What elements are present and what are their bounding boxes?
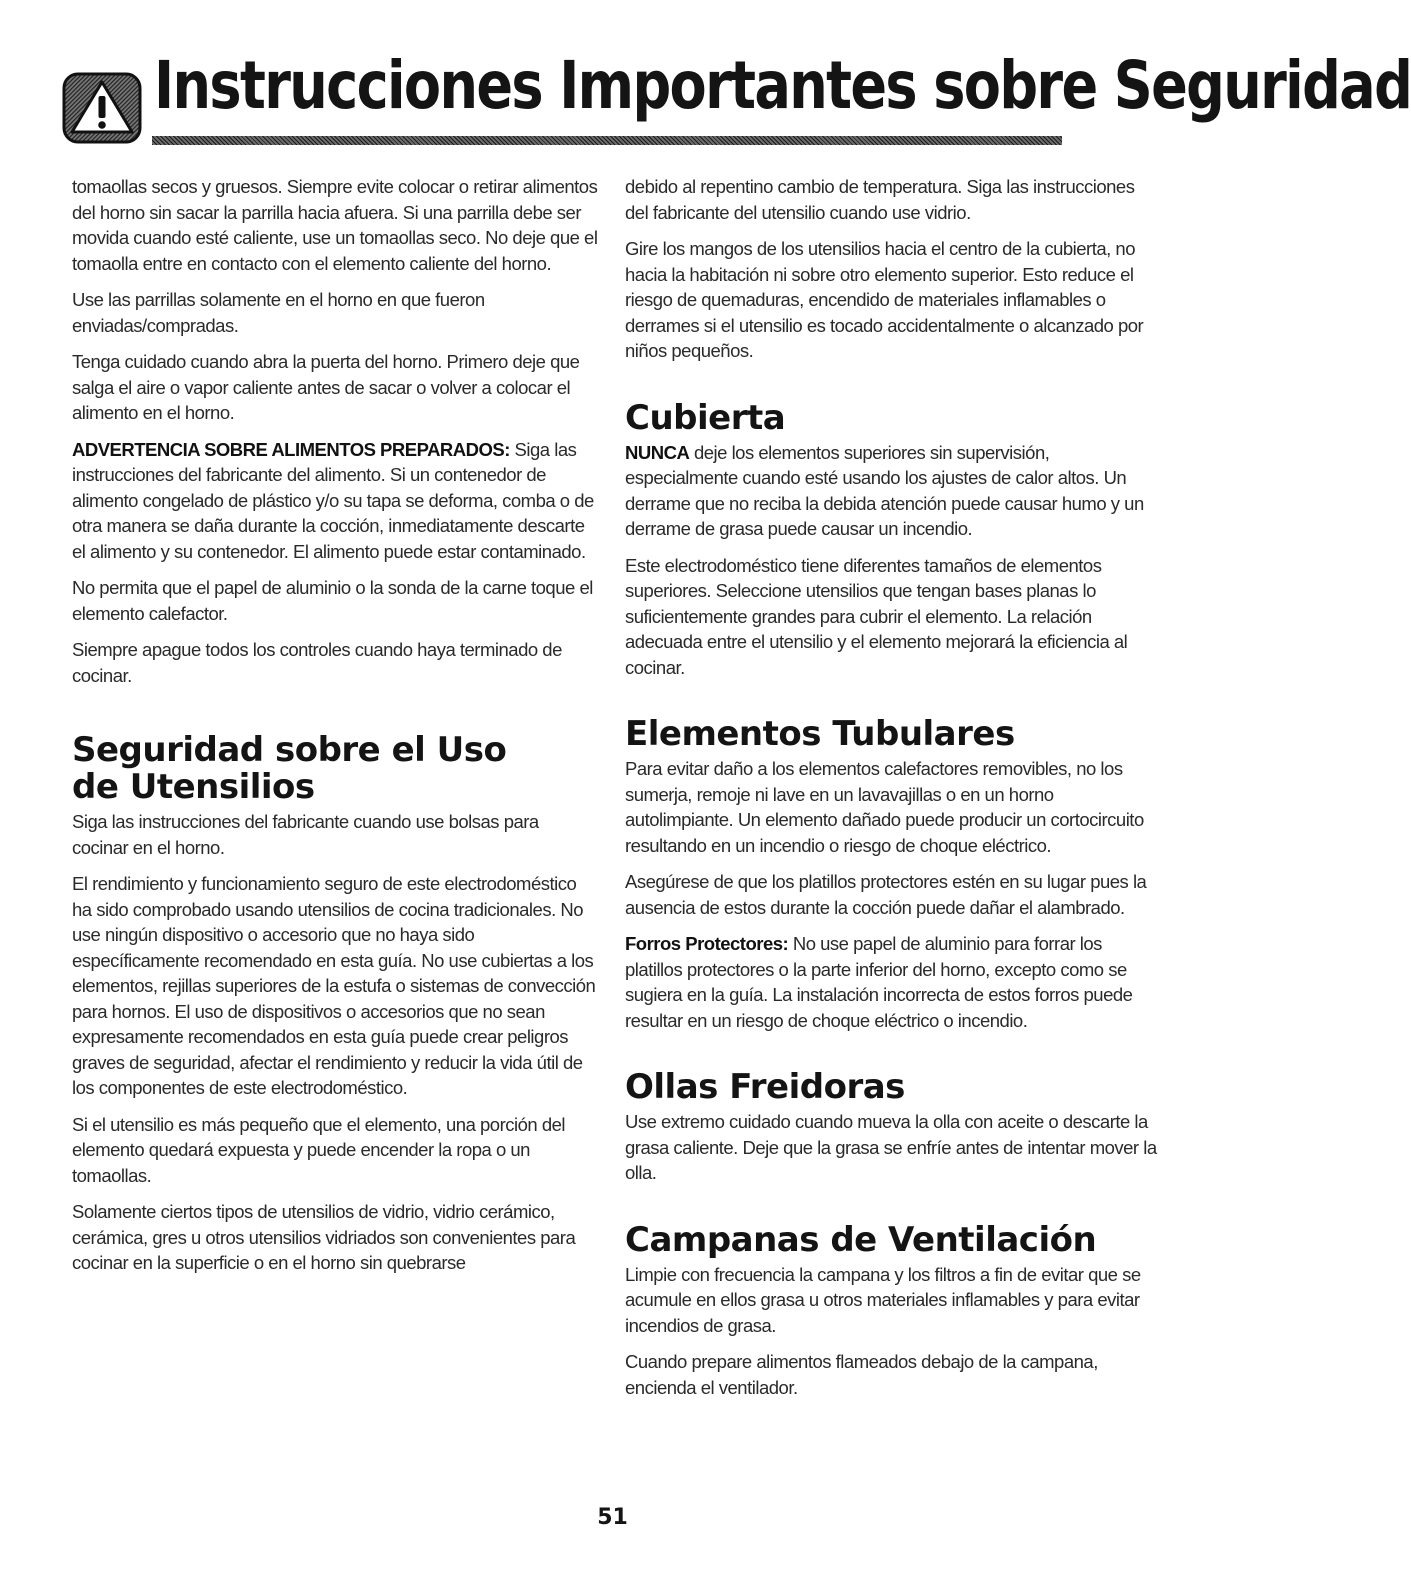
- paragraph-text: No use papel de aluminio para forrar los platillos protectores o la parte inferior del horno, excepto como se sugiera en la guía. La instalación incorrecta de estos forros puede resultar en un riesgo de choque eléctrico o incendio.: [625, 933, 1133, 1031]
- left-column: [72, 174, 598, 1287]
- paragraph-text: deje los elementos superiores sin supervisión, especialmente cuando esté usando los ajustes de calor altos. Un derrame que no reciba la debida atención puede causar humo y un derrame de grasa puede causar un incendio.: [625, 441, 1144, 539]
- warning-icon: [62, 72, 142, 144]
- paragraph: [625, 931, 1157, 1033]
- paragraph: Siga las instrucciones del fabricante cuando use bolsas para cocinar en el horno.: [72, 811, 539, 858]
- section-heading-ollas: Ollas Freidoras: [625, 1067, 905, 1107]
- right-column: [625, 174, 1157, 1411]
- liners-lead: Forros Protectores:: [625, 933, 789, 954]
- heading-line: Seguridad sobre el Uso: [72, 730, 507, 770]
- paragraph: Cuando prepare alimentos flameados debajo de la campana, encienda el ventilador.: [625, 1351, 1098, 1398]
- paragraph: Tenga cuidado cuando abra la puerta del horno. Primero deje que salga el aire o vapor caliente antes de sacar o volver a colocar el alimento en el horno.: [72, 351, 580, 423]
- paragraph-text: Siga las instrucciones del fabricante del alimento. Si un contenedor de alimento congelado de plástico y/o su tapa se deforma, comba o de otra manera se daña durante la cocción, inmediatamente descarte el alimento y su contenedor. El alimento puede estar contaminado.: [72, 438, 594, 562]
- never-lead: NUNCA: [625, 441, 690, 463]
- paragraph: Para evitar daño a los elementos calefactores removibles, no los sumerja, remoje ni lave en un lavavajillas o en un horno autolimpiante. Un elemento dañado puede producir un cortocircuito resultando en un incendio o riesgo de choque eléctrico.: [625, 758, 1144, 856]
- page-header: [62, 44, 1411, 156]
- paragraph: Limpie con frecuencia la campana y los filtros a fin de evitar que se acumule en ellos grasa u otros materiales inflamables y para evitar incendios de grasa.: [625, 1263, 1141, 1336]
- section-heading-utensilios: [72, 732, 598, 806]
- section-heading-campanas: Campanas de Ventilación: [625, 1219, 1097, 1260]
- section-heading-cubierta: Cubierta: [625, 397, 786, 438]
- section-heading-tubulares: Elementos Tubulares: [625, 714, 1015, 754]
- paragraph: debido al repentino cambio de temperatura. Siga las instrucciones del fabricante del utensilio cuando use vidrio.: [625, 176, 1135, 223]
- paragraph: Si el utensilio es más pequeño que el elemento, una porción del elemento quedará expuesta y puede encender la ropa o un tomaollas.: [72, 1113, 566, 1186]
- paragraph: El rendimiento y funcionamiento seguro de este electrodoméstico ha sido comprobado usando utensilios de cocina tradicionales. No use ningún dispositivo o accesorio que no haya sido específicamente recomendado en esta guía. No use cubiertas a los elementos, rejillas superiores de la estufa o sistemas de convección para hornos. El uso de dispositivos o accesorios que no sean expresamente recomendados en esta guía puede crear peligros graves de seguridad, afectar el rendimiento y reducir la vida útil de los componentes de este electrodoméstico.: [72, 873, 596, 1098]
- heading-line: de Utensilios: [72, 767, 315, 807]
- paragraph: No permita que el papel de aluminio o la sonda de la carne toque el elemento calefactor.: [72, 577, 593, 624]
- paragraph: [72, 437, 598, 565]
- title-underline: [152, 136, 1062, 145]
- paragraph: Asegúrese de que los platillos protectores estén en su lugar pues la ausencia de estos durante la cocción puede dañar el alambrado.: [625, 871, 1147, 918]
- paragraph: tomaollas secos y gruesos. Siempre evite colocar o retirar alimentos del horno sin sacar la parrilla hacia afuera. Si una parrilla debe ser movida cuando esté caliente, use un tomaollas seco. No deje que el tomaolla entre en contacto con el elemento caliente del horno.: [72, 176, 598, 274]
- paragraph: Use las parrillas solamente en el horno en que fueron enviadas/compradas.: [72, 289, 485, 336]
- paragraph: [625, 440, 1157, 542]
- warning-lead: ADVERTENCIA SOBRE ALIMENTOS PREPARADOS:: [72, 438, 510, 460]
- paragraph: Este electrodoméstico tiene diferentes tamaños de elementos superiores. Seleccione utensilios que tengan bases planas lo suficientemente grandes para cubrir el elemento. La relación adecuada entre el utensilio y el elemento mejorará la eficiencia al cocinar.: [625, 554, 1128, 678]
- paragraph: Siempre apague todos los controles cuando haya terminado de cocinar.: [72, 639, 562, 686]
- paragraph: Solamente ciertos tipos de utensilios de vidrio, vidrio cerámico, cerámica, gres u otros utensilios vidriados son convenientes para cocinar en la superficie o en el horno sin quebrarse: [72, 1201, 576, 1273]
- paragraph: Use extremo cuidado cuando mueva la olla con aceite o descarte la grasa caliente. Deje que la grasa se enfríe antes de intentar mover la olla.: [625, 1111, 1157, 1183]
- page-number: 51: [597, 1505, 628, 1530]
- paragraph: Gire los mangos de los utensilios hacia el centro de la cubierta, no hacia la habitación ni sobre otro elemento superior. Esto reduce el riesgo de quemaduras, encendido de materiales inflamables o derrames si el utensilio es tocado accidentalmente o alcanzado por niños pequeños.: [625, 238, 1144, 361]
- page-title: Instrucciones Importantes sobre Seguridad: [154, 47, 1411, 124]
